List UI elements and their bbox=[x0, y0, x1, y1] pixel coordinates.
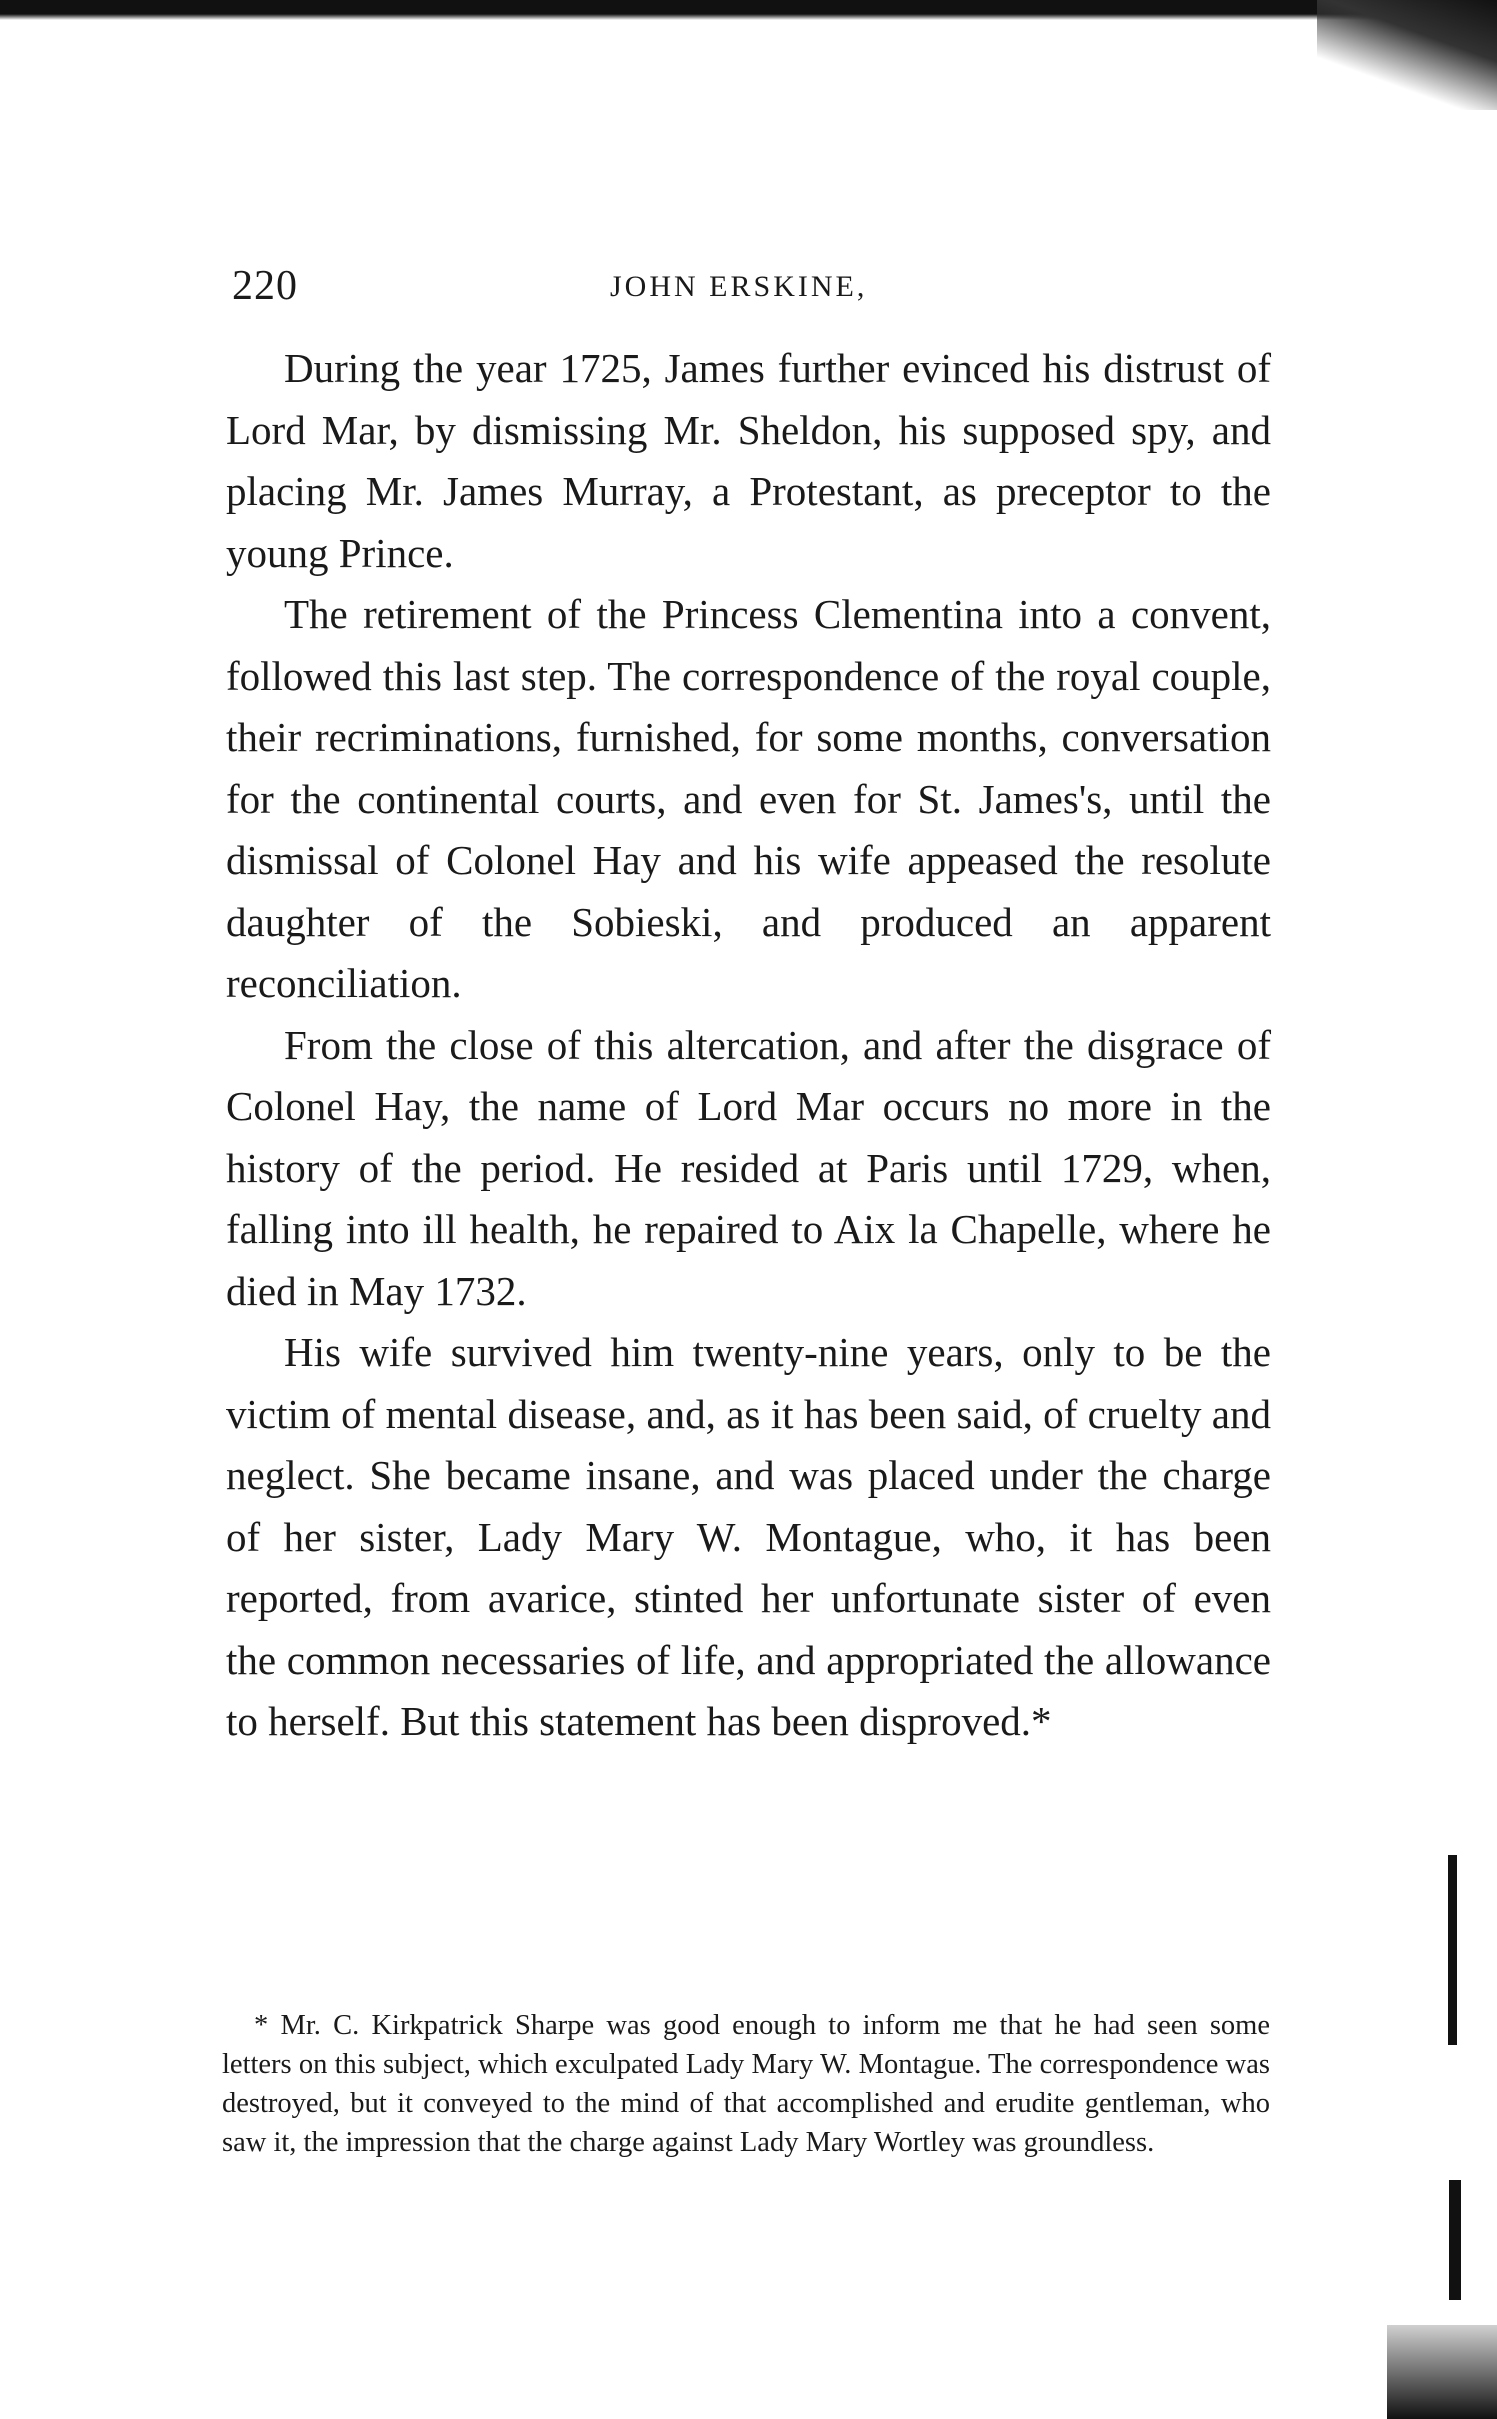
paragraph: The retirement of the Princess Clementina into a convent, followed this last step. The correspondence of the royal couple, their recriminations, furnished, for some months, conversation for the continental courts, and even for St. James's, until the dismissal of Colonel Hay and his wife appeased the resolute daughter of the Sobieski, and produced an apparent reconciliation. bbox=[226, 591, 1271, 1006]
scan-edge-mark bbox=[1387, 2325, 1497, 2419]
page-header bbox=[232, 262, 1282, 312]
paragraph: From the close of this altercation, and after the disgrace of Colonel Hay, the name of Lord Mar occurs no more in the history of the period. He resided at Paris until 1729, when, falling into ill health, he repaired to Aix la Chapelle, where he died in May 1732. bbox=[226, 1021, 1271, 1314]
scan-top-border bbox=[0, 0, 1497, 20]
body-text bbox=[226, 338, 1271, 1753]
footnote: * Mr. C. Kirkpatrick Sharpe was good enough to inform me that he had seen some letters on this subject, which exculpated Lady Mary W. Montague. The correspondence was destroyed, but it conveyed to the mind of that accomplished and erudite gentleman, who saw it, the impression that the charge against Lady Mary Wortley was groundless. bbox=[222, 2010, 1270, 2158]
scan-edge-mark bbox=[1448, 1855, 1457, 2045]
running-head: JOHN ERSKINE, bbox=[610, 270, 868, 303]
paragraph: During the year 1725, James further evinced his distrust of Lord Mar, by dismissing Mr. Sheldon, his supposed spy, and placing Mr. James Murray, a Protestant, as preceptor to the young Prince. bbox=[226, 345, 1271, 576]
scan-edge-mark bbox=[1449, 2180, 1461, 2300]
paragraph: His wife survived him twenty-nine years, only to be the victim of mental disease, and, as it has been said, of cruelty and neglect. She became insane, and was placed under the charge of her sister, Lady Mary W. Montague, who, it has been reported, from avarice, stinted her unfortunate sister of even the common necessaries of life, and appropriated the allowance to herself. But this statement has been disproved.* bbox=[226, 1329, 1271, 1744]
page-number: 220 bbox=[232, 263, 298, 309]
scan-corner-shadow bbox=[1317, 0, 1497, 110]
